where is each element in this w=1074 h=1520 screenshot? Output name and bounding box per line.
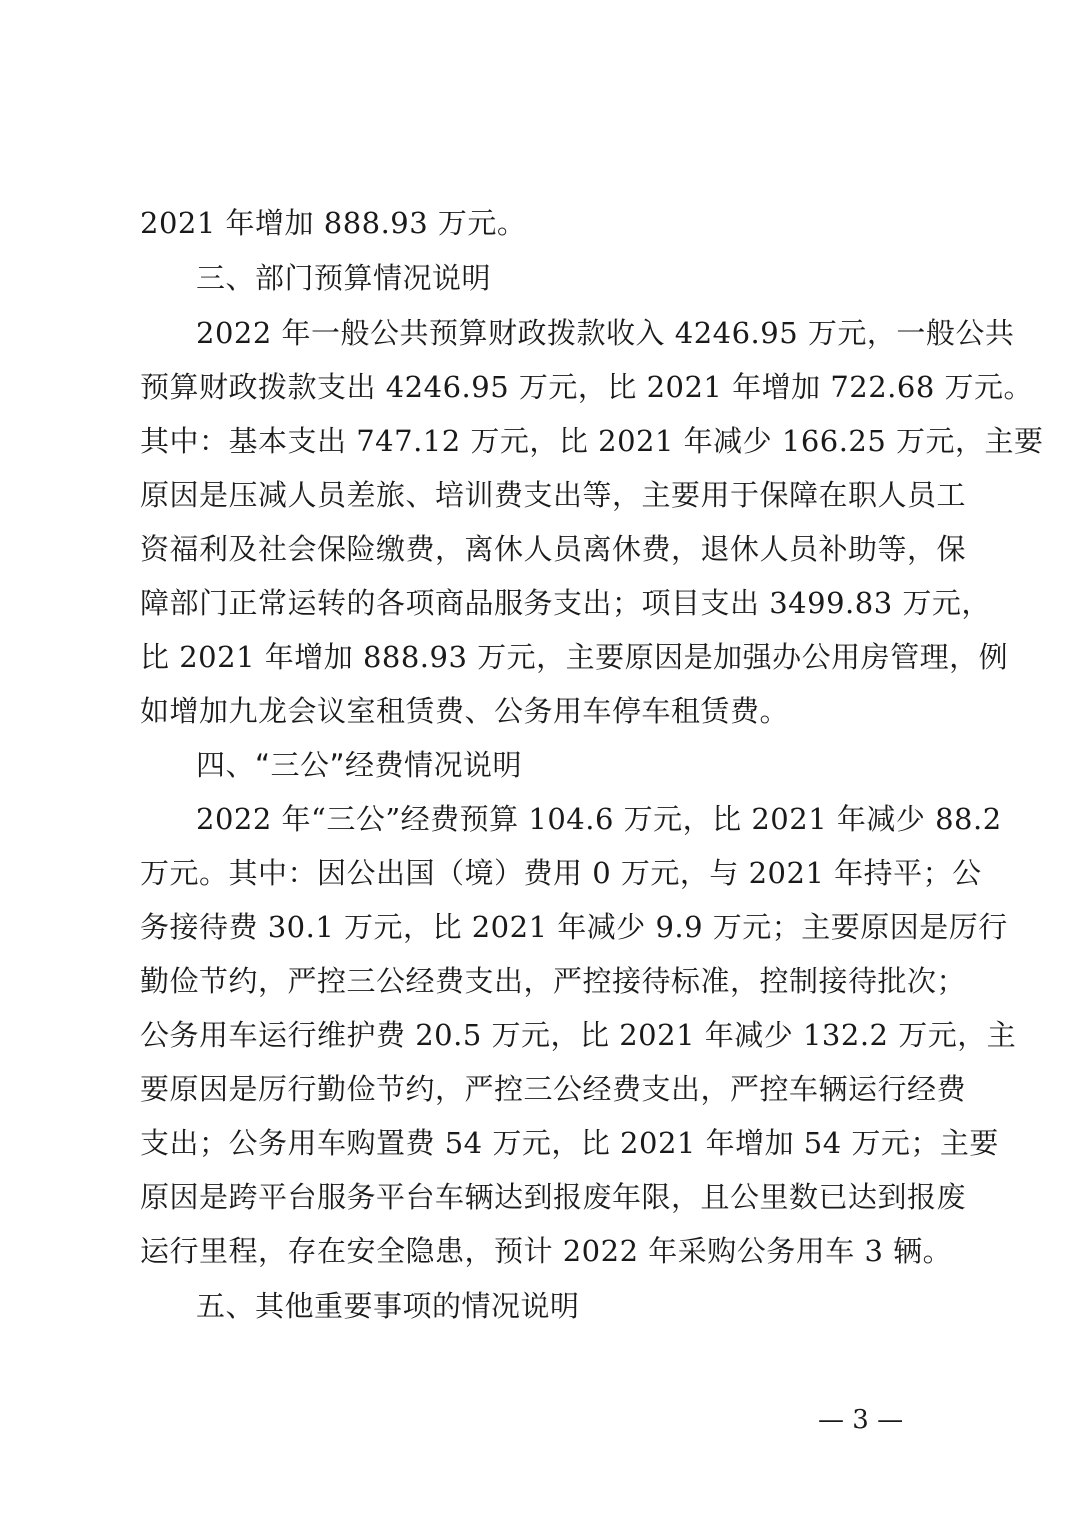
paragraph-line: 比 2021 年增加 888.93 万元，主要原因是加强办公用房管理，例 — [140, 640, 1009, 674]
paragraph-line: 2021 年增加 888.93 万元。 — [140, 206, 527, 240]
paragraph-line: 万元。其中：因公出国（境）费用 0 万元，与 2021 年持平；公 — [140, 856, 982, 890]
paragraph-line: 预算财政拨款支出 4246.95 万元，比 2021 年增加 722.68 万元。 — [140, 370, 1034, 404]
paragraph-line: 障部门正常运转的各项商品服务支出；项目支出 3499.83 万元， — [140, 586, 991, 620]
section-heading-three-public: 四、“三公”经费情况说明 — [196, 748, 523, 782]
paragraph-line: 资福利及社会保险缴费，离休人员离休费，退休人员补助等，保 — [140, 532, 967, 566]
page-number: — 3 — — [818, 1405, 904, 1435]
paragraph-line: 其中：基本支出 747.12 万元，比 2021 年减少 166.25 万元，主要 — [140, 424, 1044, 458]
paragraph-line: 2022 年一般公共预算财政拨款收入 4246.95 万元，一般公共 — [196, 316, 1015, 350]
paragraph-line: 要原因是厉行勤俭节约，严控三公经费支出，严控车辆运行经费 — [140, 1072, 967, 1106]
paragraph-line: 如增加九龙会议室租赁费、公务用车停车租赁费。 — [140, 694, 790, 728]
paragraph-line: 原因是跨平台服务平台车辆达到报废年限，且公里数已达到报废 — [140, 1180, 967, 1214]
paragraph-line: 运行里程，存在安全隐患，预计 2022 年采购公务用车 3 辆。 — [140, 1234, 953, 1268]
paragraph-line: 2022 年“三公”经费预算 104.6 万元，比 2021 年减少 88.2 — [196, 802, 1002, 836]
section-heading-budget: 三、部门预算情况说明 — [196, 261, 492, 295]
paragraph-line: 公务用车运行维护费 20.5 万元，比 2021 年减少 132.2 万元，主 — [140, 1018, 1017, 1052]
paragraph-line: 原因是压减人员差旅、培训费支出等，主要用于保障在职人员工 — [140, 478, 967, 512]
paragraph-line: 勤俭节约，严控三公经费支出，严控接待标准，控制接待批次； — [140, 964, 967, 998]
section-heading-other-matters: 五、其他重要事项的情况说明 — [196, 1289, 580, 1323]
paragraph-line: 支出；公务用车购置费 54 万元，比 2021 年增加 54 万元；主要 — [140, 1126, 999, 1160]
paragraph-line: 务接待费 30.1 万元，比 2021 年减少 9.9 万元；主要原因是厉行 — [140, 910, 1008, 944]
